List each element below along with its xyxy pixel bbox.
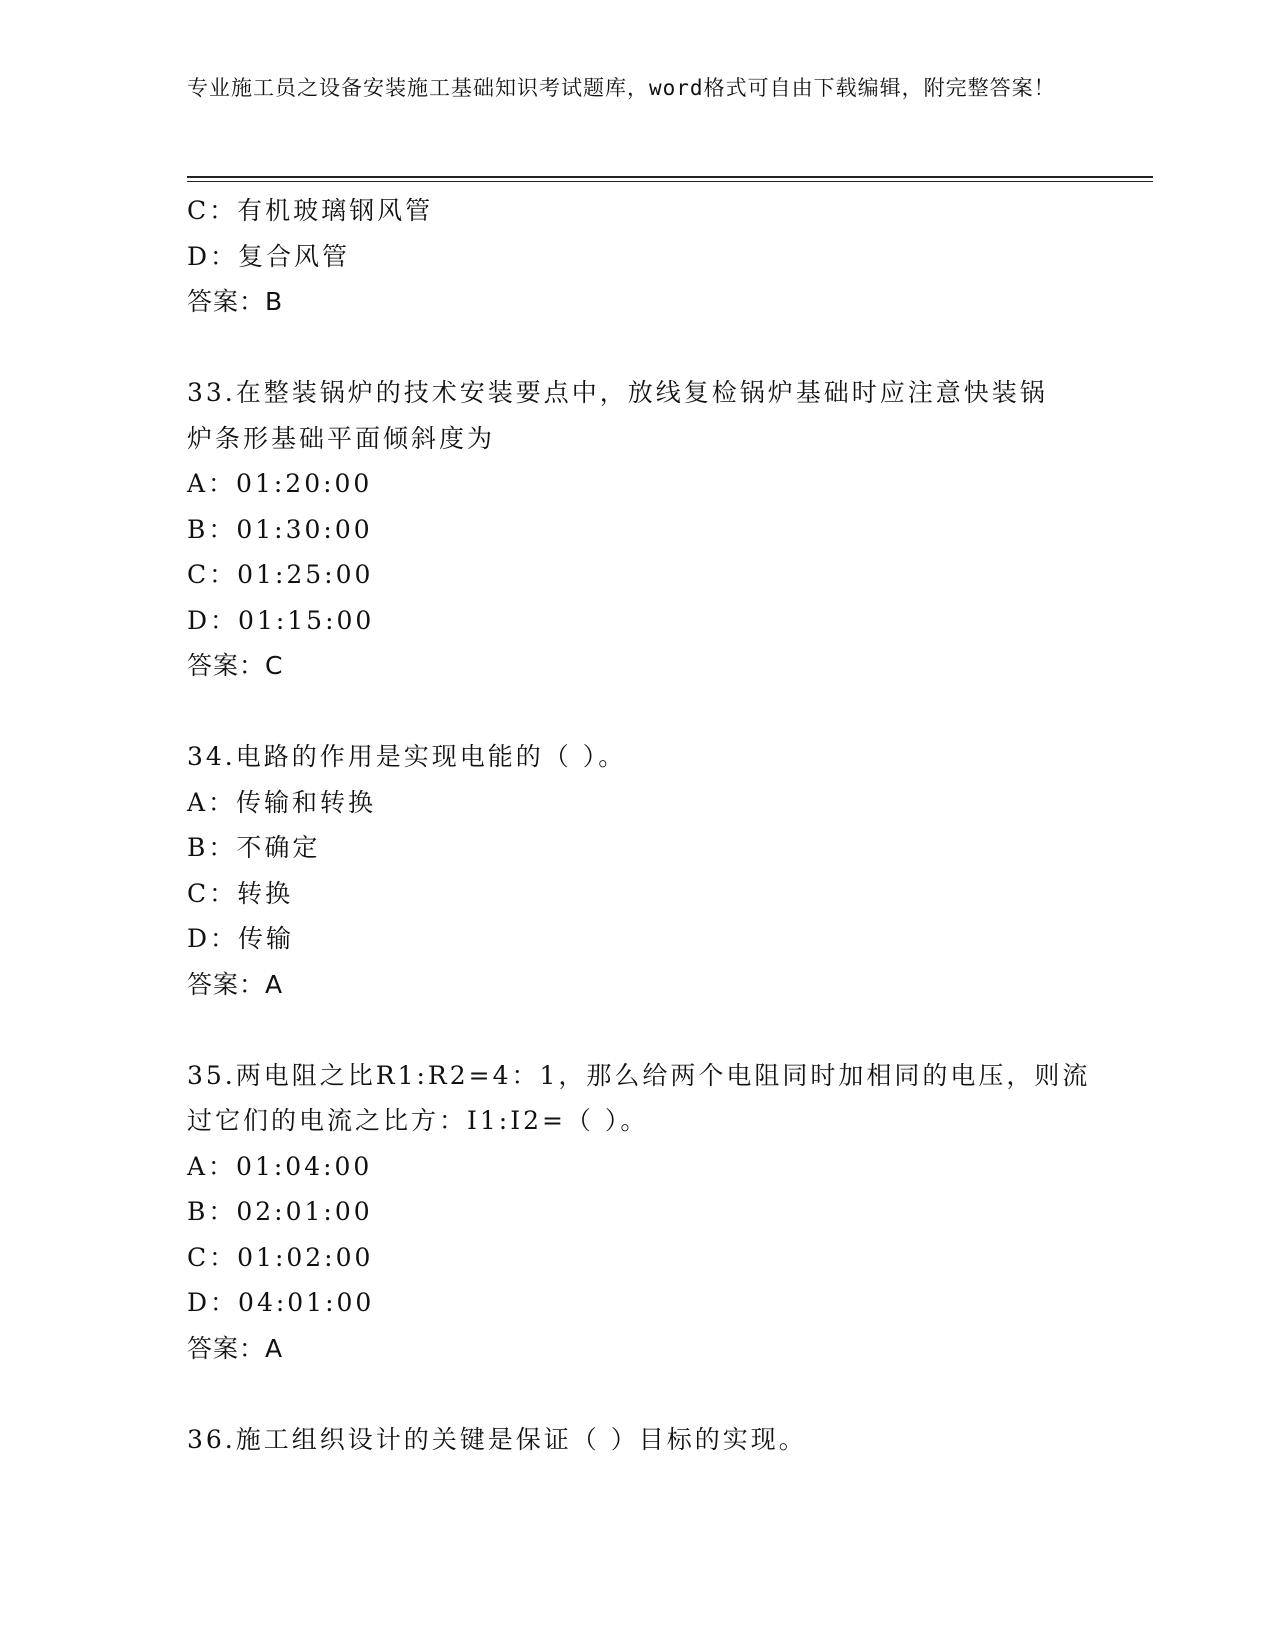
spacer (187, 325, 1087, 371)
answer: 答案：A (187, 969, 284, 999)
spacer (187, 1007, 1087, 1053)
question-stem-line: 炉条形基础平面倾斜度为 (187, 423, 496, 453)
question-33 (187, 370, 1087, 689)
answer: 答案：B (187, 287, 284, 316)
question-stem-line: 过它们的电流之比方：I1:I2=（ ）。 (187, 1106, 649, 1135)
spacer (187, 689, 1087, 735)
question-35 (187, 1053, 1091, 1372)
option-d: D：传输 (187, 924, 295, 953)
option-d: D：01:15:00 (187, 605, 375, 635)
question-36 (187, 1417, 1087, 1463)
spacer (187, 1371, 1087, 1417)
question-stem-line: 35.两电阻之比R1:R2=4：1，那么给两个电阻同时加相同的电压，则流 (187, 1060, 1091, 1090)
option-d: D：复合风管 (187, 241, 351, 271)
option-b: B：01:30:00 (187, 514, 373, 544)
question-34 (187, 734, 1087, 1007)
question-stem-line: 36.施工组织设计的关键是保证（ ）目标的实现。 (187, 1424, 807, 1454)
option-a: A：传输和转换 (187, 787, 377, 817)
question-stem-line: 34.电路的作用是实现电能的（ ）。 (187, 742, 627, 771)
document-header: 专业施工员之设备安装施工基础知识考试题库，word格式可自由下载编辑，附完整答案！ (187, 76, 1056, 100)
option-a: A：01:20:00 (187, 469, 373, 498)
option-c: C：有机玻璃钢风管 (187, 196, 434, 225)
option-c: C：转换 (187, 878, 294, 908)
header-rule-thin (187, 181, 1153, 182)
answer: 答案：A (187, 1333, 284, 1363)
option-b: B：不确定 (187, 833, 321, 862)
option-b: B：02:01:00 (187, 1197, 373, 1226)
question-stem-line: 33.在整装锅炉的技术安装要点中，放线复检锅炉基础时应注意快装锅 (187, 378, 1048, 407)
option-d: D：04:01:00 (187, 1288, 375, 1317)
question-list (187, 188, 1091, 1462)
carry-over-block (187, 188, 1087, 325)
option-a: A：01:04:00 (187, 1151, 373, 1181)
option-c: C：01:02:00 (187, 1242, 374, 1272)
option-c: C：01:25:00 (187, 560, 374, 589)
answer: 答案：C (187, 651, 284, 680)
header-rule-thick (187, 176, 1153, 178)
